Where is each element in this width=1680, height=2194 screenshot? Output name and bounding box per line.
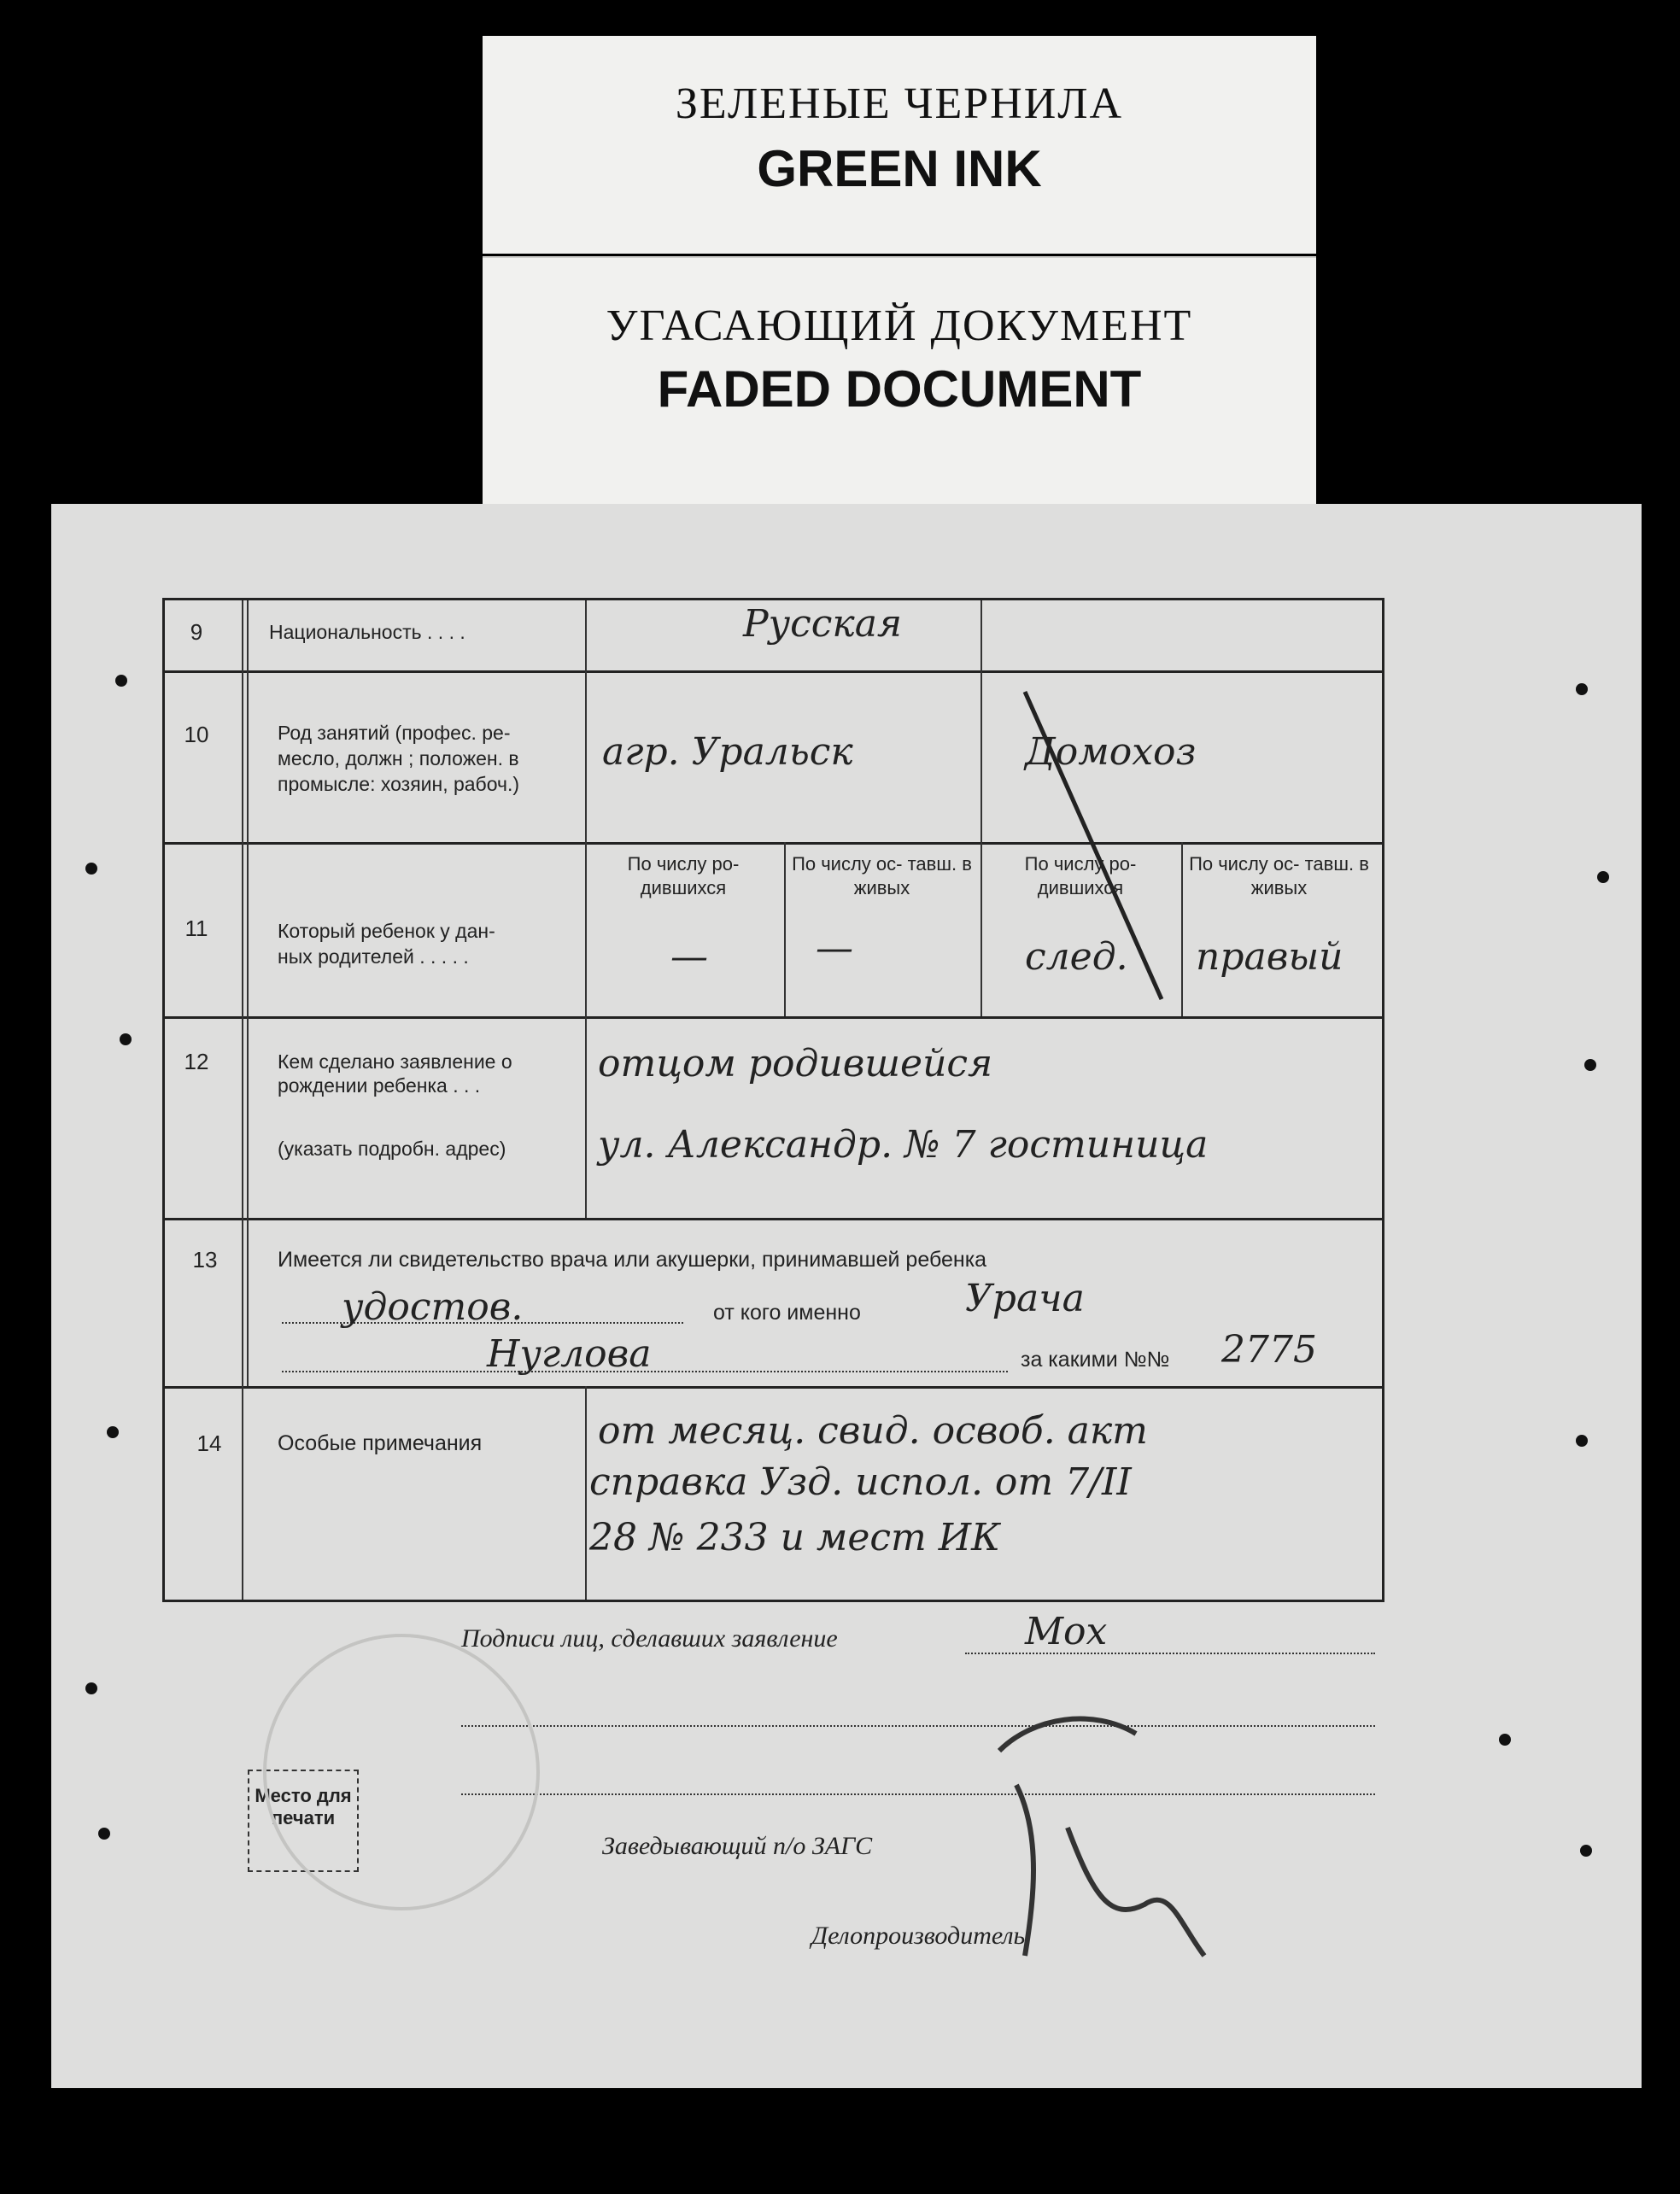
faded-round-stamp <box>239 1623 564 1922</box>
row-13-certificate-answer: удостов. <box>342 1285 524 1329</box>
row-11-col-4-header: По числу ос- тавш. в живых <box>1189 853 1369 898</box>
row-11-value-3: след. <box>1025 935 1128 979</box>
green-ink-ru: ЗЕЛЕНЫЕ ЧЕРНИЛА <box>675 79 1124 128</box>
clerk-label: Делопроизводитель <box>811 1922 1026 1950</box>
punch-hole <box>1499 1734 1511 1746</box>
punch-hole <box>1580 1845 1592 1857</box>
row-13-question: Имеется ли свидетельство врача или акушерки, принимавшей ребенка <box>278 1248 987 1272</box>
punch-hole <box>85 1682 97 1694</box>
row-11-value-1: — <box>670 935 708 979</box>
row-12-applicant: отцом родившейся <box>598 1042 993 1085</box>
applicant-signatures-label: Подписи лиц, сделавших заявление <box>461 1624 838 1653</box>
row-12-number: 12 <box>184 1049 209 1074</box>
row-13-doctor-name: Нуглова <box>487 1332 652 1376</box>
row-12-label-3: (указать подробн. адрес) <box>278 1138 506 1160</box>
punch-hole <box>107 1426 119 1438</box>
row-11-label-2: ных родителей . . . . . <box>278 945 469 968</box>
row-12-label-2: рождении ребенка . . . <box>278 1074 481 1097</box>
row-11-value-4: правый <box>1196 935 1343 979</box>
row-14-note-3: 28 № 233 и мест ИК <box>589 1516 1001 1559</box>
green-ink-en: GREEN INK <box>757 140 1042 197</box>
row-10-label-3: промысле: хозяин, рабоч.) <box>278 773 520 795</box>
punch-hole <box>115 675 127 687</box>
row-10-occupation-mother: Домохоз <box>1025 730 1197 774</box>
row-13-from-whom-label: от кого именно <box>713 1301 861 1325</box>
row-14-label: Особые примечания <box>278 1431 483 1455</box>
punch-hole <box>1584 1059 1596 1071</box>
row-14-number: 14 <box>196 1430 222 1456</box>
zags-head-label: Заведывающий п/о ЗАГС <box>602 1832 873 1860</box>
row-14-note-2: справка Узд. испол. от 7/II <box>589 1460 1132 1504</box>
row-10-label-1: Род занятий (профес. ре- <box>278 722 511 744</box>
row-14-note-1: от месяц. свид. освоб. акт <box>598 1409 1148 1453</box>
row-12-label-1: Кем сделано заявление о <box>278 1050 512 1073</box>
stamp-placeholder: Место для печати <box>248 1770 359 1872</box>
row-9-value: Русская <box>743 602 903 646</box>
row-10-label-2: месло, должн ; положен. в <box>278 747 519 769</box>
punch-hole <box>1597 871 1609 883</box>
row-13-number: 13 <box>192 1247 218 1273</box>
row-13-from-whom: Урача <box>965 1277 1085 1320</box>
row-12-address: ул. Александр. № 7 гостиница <box>598 1123 1209 1167</box>
head-signature-scribble <box>965 1700 1238 1981</box>
punch-hole <box>1576 683 1588 695</box>
faded-ru: УГАСАЮЩИЙ ДОКУМЕНТ <box>606 301 1193 350</box>
row-11-col-1-header: По числу ро- дившихся <box>627 853 740 898</box>
row-11-label-1: Который ребенок у дан- <box>278 920 495 942</box>
row-10-occupation-father: агр. Уральск <box>602 730 853 774</box>
row-13-numbers-label: за какими №№ <box>1021 1348 1170 1372</box>
green-ink-card <box>483 36 1316 254</box>
faded-document-card <box>483 256 1316 514</box>
row-9-label: Национальность . . . . <box>269 621 465 643</box>
row-13-certificate-number: 2775 <box>1221 1328 1317 1372</box>
row-11-number: 11 <box>184 916 208 941</box>
punch-hole <box>85 863 97 875</box>
ink-stroke <box>1008 675 1196 1016</box>
row-11-col-3-header: По числу ро- дившихся <box>1024 853 1137 898</box>
row-10-number: 10 <box>184 722 209 747</box>
punch-hole <box>98 1828 110 1840</box>
applicant-signature: Мох <box>1025 1610 1108 1653</box>
punch-hole <box>1576 1435 1588 1447</box>
row-11-col-2-header: По числу ос- тавш. в живых <box>792 853 972 898</box>
punch-hole <box>120 1033 132 1045</box>
row-9-number: 9 <box>190 619 203 645</box>
row-11-value-2: — <box>816 927 853 970</box>
faded-en: FADED DOCUMENT <box>657 360 1142 418</box>
